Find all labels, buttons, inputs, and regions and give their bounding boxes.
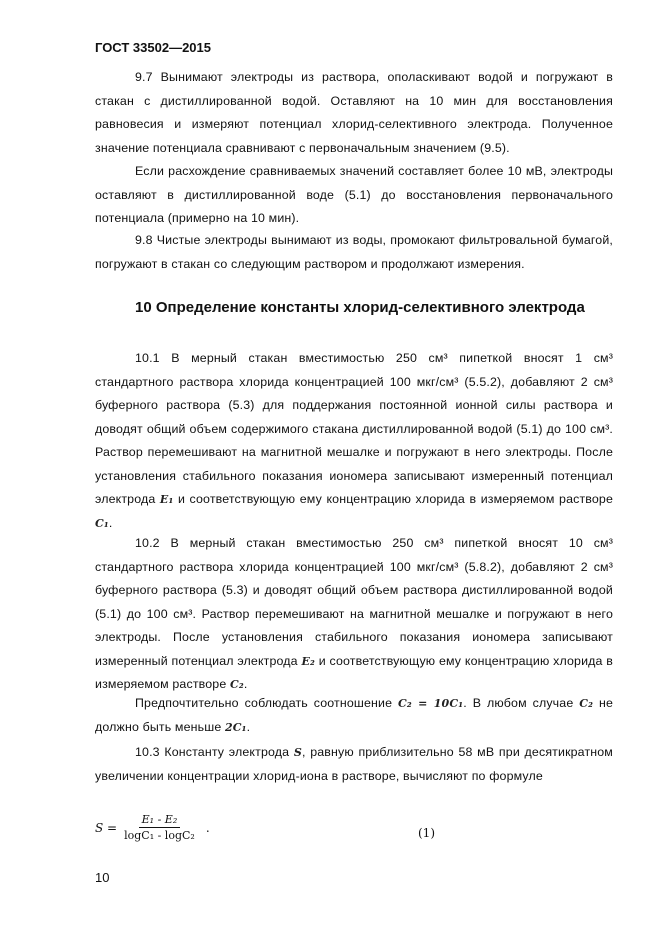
math-c2: C₂	[229, 678, 244, 691]
document-header: ГОСТ 33502—2015	[95, 40, 211, 55]
text: . В любом случае	[463, 696, 574, 710]
paragraph-9-7-note: Если расхождение сравниваемых значений составляет более 10 мВ, электроды оставляют в дистиллированной воде (5.1) до восстановления первоначального потенциала (примерно на 10 мин).	[95, 164, 613, 225]
paragraph-9-7: 9.7 Вынимают электроды из раствора, ополаскивают водой и погружают в стакан с дистиллированной водой. Оставляют на 10 мин для восстановления равновесия и измеряют потенциал хлорид-селективного электрода. Полученное значение потенциала сравнивают с первоначальным значением (9.5).	[95, 70, 613, 155]
text: .	[246, 719, 251, 734]
text: не должно быть меньше	[95, 696, 614, 734]
math-e1: E₁	[159, 493, 174, 506]
text: и соответствующую ему концентрацию хлорида в измеряемом растворе	[177, 492, 613, 506]
text: 10.1 В мерный стакан вместимостью 250 см³ пипеткой вносят 1 см³ стандартного раствора хлорида концентрацией 100 мкг/см³ (5.5.2), добавляют 2 см³ буферного раствора (5.3) для поддержания постоянной ионной силы раствора и доводят общий объем содержимого стакана дистиллированной водой (5.1) до 100 см³. Раствор перемешивают на магнитной мешалке и погружают в него электроды. После установления стабильного показания иономера записывают измеренный потенциал электрода	[95, 351, 613, 506]
formula-fraction	[121, 813, 198, 842]
math-e2: E₂	[301, 654, 315, 668]
formula-denominator: logC₁ - logC₂	[124, 829, 195, 842]
paragraph-9-8: 9.8 Чистые электроды вынимают из воды, промокают фильтровальной бумагой, погружают в стакан со следующим раствором и продолжают измерения.	[95, 233, 613, 271]
text: и соответствующую ему концентрацию хлорида в измеряемом растворе	[95, 653, 614, 691]
math-c2: C₂	[579, 697, 594, 710]
math-c1: C₁	[95, 516, 109, 530]
page-number: 10	[95, 870, 110, 885]
paragraph-10-1	[95, 347, 613, 535]
formula-1	[95, 813, 210, 842]
text: 10.3 Константу электрода	[135, 745, 290, 759]
paragraph-10-2	[95, 532, 613, 697]
text: .	[108, 515, 113, 530]
paragraph-10-3	[95, 741, 613, 788]
formula-tail: .	[205, 820, 210, 835]
formula-numerator: E₁ - E₂	[139, 813, 181, 828]
paragraph-10-2-note	[95, 692, 613, 739]
text: , равную приблизительно 58 мВ при десятикратном увеличении концентрации хлорид-иона в растворе, вычисляют по формуле	[95, 745, 613, 783]
section-10-heading: 10 Определение константы хлорид-селективного электрода	[135, 299, 585, 316]
formula-lhs: S =	[95, 820, 118, 835]
text: Предпочтительно соблюдать соотношение	[135, 696, 393, 710]
text: .	[243, 677, 248, 691]
text: 10.2 В мерный стакан вместимостью 250 см³ пипеткой вносят 10 см³ стандартного раствора хлорида концентрацией 100 мкг/см³ (5.8.2), добавляют 2 см³ буферного раствора (5.3) и доводят общий объем раствора дистиллированной водой (5.1) до 100 см³. Раствор перемешивают на магнитной мешалке и погружают в него электроды. После установления стабильного показания иономера записывают измеренный потенциал электрода	[95, 536, 613, 668]
math-s: S	[293, 746, 302, 759]
math-ratio: C₂ = 10C₁	[398, 697, 464, 710]
math-2c1: 2C₁	[224, 720, 247, 734]
equation-number: (1)	[418, 826, 435, 840]
